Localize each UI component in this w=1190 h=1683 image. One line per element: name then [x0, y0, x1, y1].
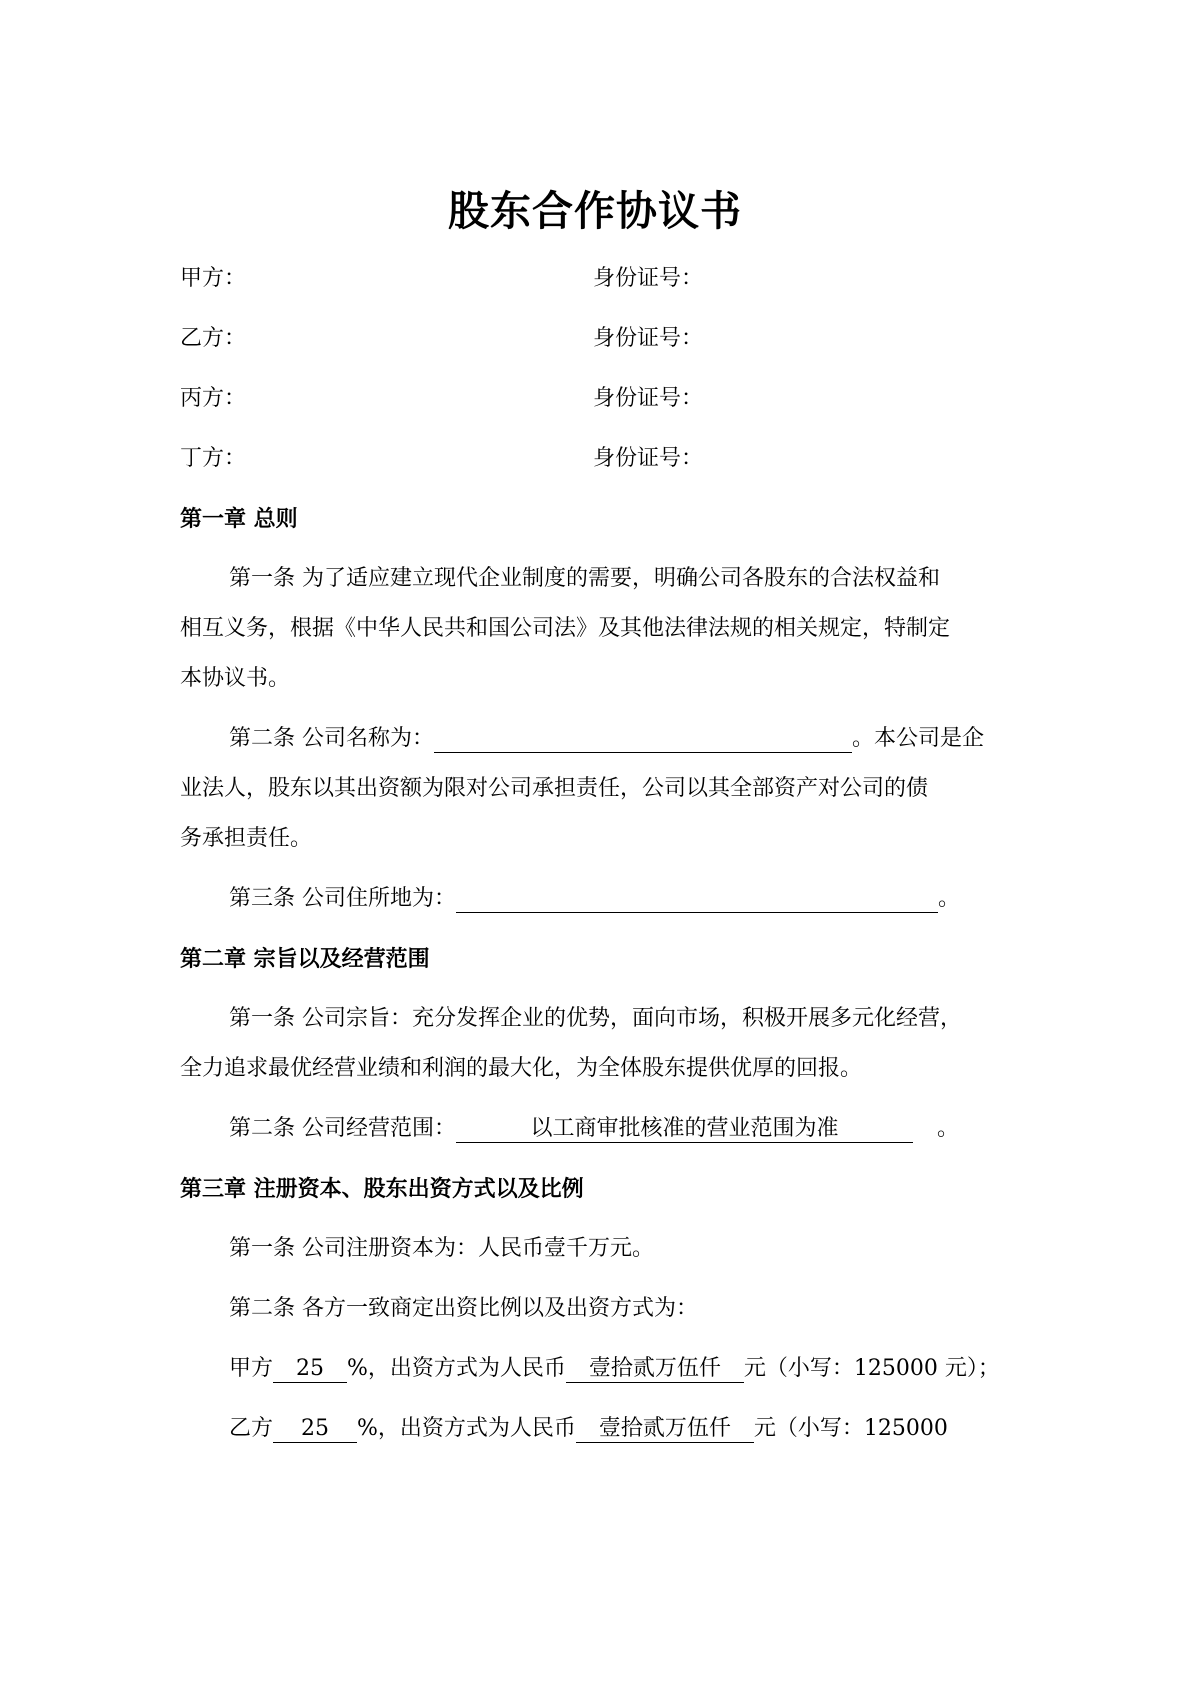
contribution-amount-words: 壹拾贰万伍仟: [566, 1356, 744, 1383]
party-d-label: 丁方：: [180, 446, 247, 471]
ch1-article-2-line-1: [229, 723, 984, 755]
ch1-article-3-suffix: 。: [938, 886, 961, 911]
party-a-label: 甲方：: [180, 266, 247, 291]
contribution-mid: %，出资方式为人民币: [347, 1356, 566, 1381]
document-title: 股东合作协议书: [448, 187, 742, 235]
ch1-article-1-line-1: 第一条 为了适应建立现代企业制度的需要，明确公司各股东的合法权益和: [229, 566, 940, 591]
contribution-percent: 25: [273, 1356, 347, 1383]
ch1-article-2-prefix: 第二条 公司名称为：: [229, 726, 434, 751]
contribution-row: [229, 1413, 948, 1445]
contribution-party: 甲方: [229, 1356, 274, 1381]
ch2-article-2-line-1: [229, 1113, 959, 1145]
ch2-article-2-prefix: 第二条 公司经营范围：: [229, 1116, 456, 1141]
ch1-article-2-suffix: 。本公司是企: [852, 726, 985, 751]
chapter-1-heading: 第一章 总则: [180, 506, 298, 532]
party-a-id-label: 身份证号：: [593, 266, 704, 291]
contribution-percent: 25: [273, 1416, 357, 1443]
business-scope-value: 以工商审批核准的营业范围为准: [456, 1116, 913, 1143]
ch2-article-1-line-2: 全力追求最优经营业绩和利润的最大化，为全体股东提供优厚的回报。: [180, 1056, 863, 1081]
party-b-id-label: 身份证号：: [593, 326, 704, 351]
contribution-party: 乙方: [229, 1416, 274, 1441]
ch1-article-3-prefix: 第三条 公司住所地为：: [229, 886, 456, 911]
ch3-article-2: 第二条 各方一致商定出资比例以及出资方式为：: [229, 1296, 698, 1321]
company-address-blank: [456, 886, 938, 913]
ch1-article-3-line-1: [229, 883, 960, 915]
chapter-3-heading: 第三章 注册资本、股东出资方式以及比例: [180, 1176, 584, 1202]
ch1-article-2-line-3: 务承担责任。: [180, 826, 313, 851]
party-b-label: 乙方：: [180, 326, 247, 351]
party-c-label: 丙方：: [180, 386, 247, 411]
party-d-id-label: 身份证号：: [593, 446, 704, 471]
company-name-blank: [434, 726, 852, 753]
ch2-article-1-line-1: 第一条 公司宗旨：充分发挥企业的优势，面向市场，积极开展多元化经营，: [229, 1006, 962, 1031]
ch1-article-1-line-3: 本协议书。: [180, 666, 291, 691]
chapter-2-heading: 第二章 宗旨以及经营范围: [180, 946, 430, 972]
ch1-article-2-line-2: 业法人，股东以其出资额为限对公司承担责任，公司以其全部资产对公司的债: [180, 776, 929, 801]
contribution-tail: 元（小写：125000 元）；: [743, 1356, 1000, 1381]
contribution-mid: %，出资方式为人民币: [357, 1416, 576, 1441]
ch3-article-1: 第一条 公司注册资本为：人民币壹千万元。: [229, 1236, 654, 1261]
party-c-id-label: 身份证号：: [593, 386, 704, 411]
ch2-article-2-suffix: 。: [937, 1116, 960, 1141]
contribution-tail: 元（小写：125000: [753, 1416, 948, 1441]
ch1-article-1-line-2: 相互义务，根据《中华人民共和国公司法》及其他法律法规的相关规定，特制定: [180, 616, 951, 641]
contribution-row: [229, 1353, 1000, 1385]
contribution-amount-words: 壹拾贰万伍仟: [576, 1416, 754, 1443]
